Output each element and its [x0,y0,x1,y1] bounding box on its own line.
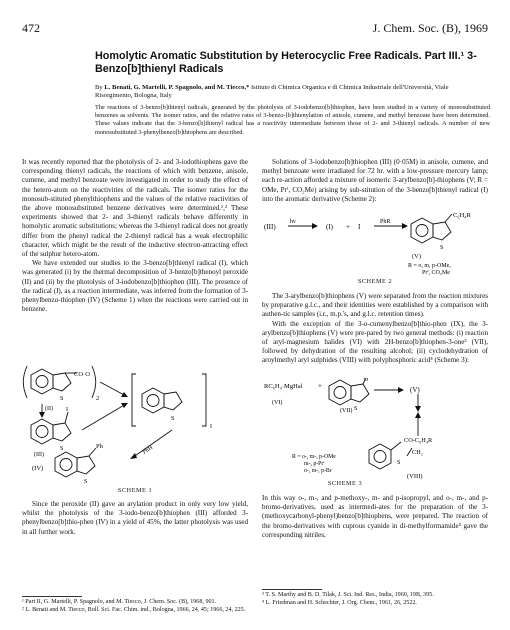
scheme2-substituent: C₆H₄R [453,212,471,219]
scheme-3 [262,378,488,491]
journal-header: J. Chem. Soc. (B), 1969 [372,21,488,35]
scheme-2-drawing [262,210,488,286]
scheme1-label-2: 2 [96,395,100,402]
scheme1-label-iii: (III) [34,452,44,458]
scheme3-oxo: O [364,378,369,383]
scheme-1-drawing [22,364,248,494]
scheme1-label-i: I [210,424,212,430]
scheme1-label-s-peroxide: S [60,396,64,402]
scheme2-label-hv: hν [290,219,296,225]
author-block [95,84,485,100]
footnote-1: ¹ Part II, G. Martelli, P. Spagnolo, and M. Tiecco, J. Chem. Soc. (B), 1968, 901. [22,599,217,605]
scheme1-label-s-iodo: S [60,446,64,452]
scheme3-grignard: RC₆H₄·MgHal [264,383,303,390]
left-paragraph-1: It was recently reported that the photolysis of 2- and 3-iodothiophens gave the corresponding thienyl radicals, the reactions of which with benzene, anisole, cumene, and methyl benzoate were investigated in order to study the effect of the hetero-atom on the reactivities of the radicals. The isomer ratios for the monosub-stituted phenylthiophens and the values of the relative reactivities of the above monosubstituted benzene derivatives were determined.¹,² These experiments showed that 2- and 3-thienyl radicals behave differently in homolytic aromatic substitutions; whereas the 3-thienyl radical does not greatly differ from the phenyl radical the 2-thienyl radical has a weak electrophilic character, which might be the result of the inductive electron-attracting effect of the sulphur hetero-atom. [22,158,248,259]
scheme1-label-i-atom: I [66,407,68,413]
scheme3-label-v: (V) [410,386,420,394]
page-number: 472 [22,21,40,35]
footnote-3: ³ T. S. Marthy and B. D. Tilak, J. Sci. Ind. Res., India, 1960, 19B, 395. [262,592,434,598]
scheme1-label-iv: (IV) [32,465,44,472]
scheme2-label-phr: PhR [380,219,391,225]
right-paragraph-1: Solutions of 3-iodobenzo[b]thiophen (III) (0·05M) in anisole, cumene, and methyl benzoate were irradiated for 72 hr. with a low-pressure mercury lamp; each re-action afforded a mixture of isomeric 3-arylbenzo[b]-thiophens (V; R = OMe, Prⁱ, CO₂Me) arising by sub-stitution of the 3-benzo[b]thienyl radical (I) into the aromatic derivative (Scheme 2): [262,158,488,203]
scheme-2 [262,210,488,286]
scheme2-label-iii: (III) [264,223,276,231]
left-column-lower [22,500,248,537]
right-column-middle [262,292,488,366]
scheme3-ch2: CH₂ [412,449,423,456]
scheme-3-caption: SCHEME 3 [327,480,363,487]
scheme1-label-coo: CO·O [74,371,90,378]
scheme3-plus: + [318,382,322,390]
scheme1-label-s-radical: S [171,416,175,422]
footnote-4: ⁴ L. Friedman and H. Schechter, J. Org. Chem., 1961, 26, 2522. [262,599,417,606]
scheme3-label-vi: (VI) [272,400,283,406]
scheme3-r-def-3: o-, m-, p-Br [304,468,332,474]
left-column [22,158,248,314]
scheme-3-drawing [262,378,488,491]
right-paragraph-2: The 3-arylbenzo[b]thiophens (V) were separated from the reaction mixtures by preparative g.l.c., and their identities were established by a comparison with authen-tic samples (i.r., m.p.'s, and g.l.c. retention times). [262,292,488,319]
scheme3-co-label: CO-C₆H₄R [404,437,433,444]
footnotes-right [262,589,488,608]
scheme2-label-i: (I) [326,223,333,231]
left-paragraph-3: Since the peroxide (II) gave an arylation product in only very low yield, whilst the photolysis of the 3-iodo-benzo[b]thiophen (III) afforded 3-phenylbenzo[b]thio-phen (IV) in a yield of 45%, the latter photolysis was used in all further work. [22,500,248,536]
scheme-2-caption: SCHEME 2 [357,278,393,285]
article-title: Homolytic Aromatic Substitution by Heterocyclic Free Radicals. Part III.¹ 3-Benzo[b]thienyl Radicals [95,50,477,75]
scheme2-label-v: (V) [412,253,422,260]
scheme3-label-s-viii: S [397,460,401,466]
scheme1-label-phh: PhH [141,444,155,456]
scheme3-r-def-1: R = o-, m-, p-OMe [292,454,336,460]
scheme-1-caption: SCHEME 1 [117,487,153,494]
scheme2-r-def-2: Prⁱ, CO₂Me [422,270,450,276]
scheme3-label-vii: (VII) [340,408,353,414]
affiliation: Istituto di Chimica Organica e di Chimica Industriale dell'Università, Viale Risorgimento, Bologna, Italy [95,84,449,99]
scheme-1 [22,364,248,494]
right-paragraph-4: In this way o-, m-, and p-methoxy-, m- and p-isopropyl, and o-, m-, and p-bromo-derivatives, used as intermedi-ates for the preparation of the 3-(methoxycarbonyl-phenyl)benzo[b]thiophens, were prepared. The reaction of the bromo-derivatives with cuprous cyanide in di-methylformamide⁵ gave the corresponding nitriles, [262,494,488,539]
scheme1-label-s-iv: S [84,479,88,485]
footnote-2: ² L. Benati and M. Tiecco, Boll. Sci. Fac. Chim. ind., Bologna, 1966, 24, 45; 1966, 24, 225. [22,606,246,613]
right-column [262,158,488,204]
scheme3-r-def-2: m-, p-Prⁱ [304,461,325,467]
authors: L. Benati, G. Martelli, P. Spagnolo, and M. Tiecco,* [104,84,250,91]
right-paragraph-3: With the exception of the 3-o-cumenylbenzo[b]thio-phen (IX), the 3-arylbenzo[b]thiophens (V) were pre-pared by two general methods: (i) reaction of aryl-magnesium halides (VI) with 2H-benzo[b]thiophen-3-one³ (VII), followed by dehydration of the resulting alcohol; (ii) cyclodehydration of aroylmethyl aryl sulphides (VIII) with polyphosphoric acid⁴ (Scheme 3): [262,319,488,365]
scheme2-iodine: I [358,223,361,231]
footnote-rule-left [22,596,82,597]
scheme3-label-viii: (VIII) [407,473,423,480]
abstract: The reactions of 3-benzo[b]thienyl radicals, generated by the photolysis of 3-iodobenzo[b]thiophen, have been studied in a variety of monosubstituted benzenes as solvents. The isomer ratios, and the relative rates of 3-benzo-[b]thienylation of anisole, cumene, and methyl benzoate have been determined. These values indicate that the 3-benzo[b]thienyl radical has a reactivity intermediate between those of 2- and 3-thienyl radicals. A number of new monosubstituted 3-phenylbenzo[b]thiophens are described. [95,104,490,136]
right-column-lower [262,494,488,540]
scheme2-label-s: S [440,245,444,251]
scheme2-plus: + [346,223,350,231]
left-paragraph-2: We have extended our studies to the 3-benzo[b]thienyl radical (I), which was generated (i) by the thermal decomposition of 3-benzo[b]thenoyl peroxide (II) and (ii) by the photolysis of 3-iodobenzo[b]thiophen (III). The presence of the radical (I), as a reaction intermediate, was inferred from the formation of 3-phenylbenzo-thiophen (IV) (Scheme 1) when the reactions were carried out in benzene. [22,259,248,314]
scheme1-label-ii: (II) [45,406,53,412]
scheme3-label-s-vii: S [354,406,358,412]
scheme1-label-ph: Ph [96,443,103,450]
footnote-rule-right [262,589,322,590]
scheme2-r-def-1: R = o, m, p-OMe, [408,263,451,269]
footnotes-left [22,596,248,615]
authors-by: By [95,84,103,91]
